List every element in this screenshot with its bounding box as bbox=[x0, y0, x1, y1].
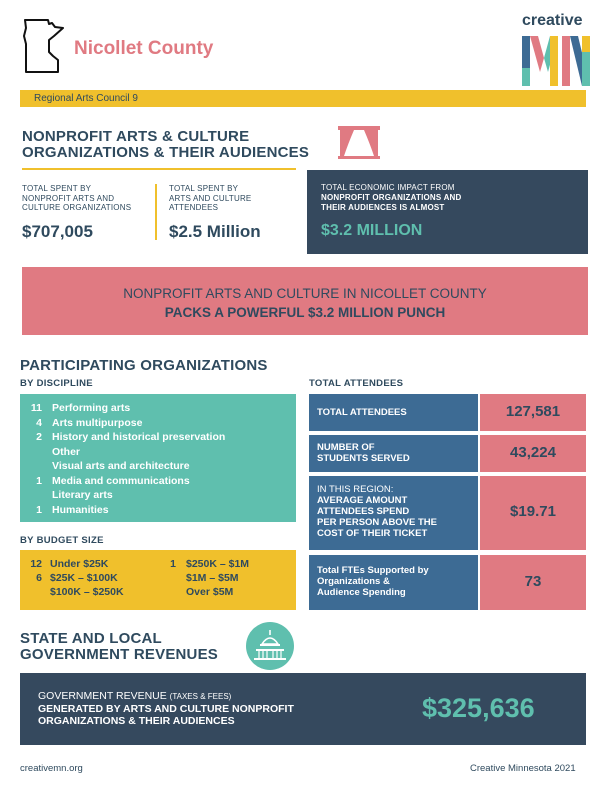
title-line: STATE AND LOCAL bbox=[20, 630, 162, 647]
discipline-name: Literary arts bbox=[52, 489, 113, 501]
list-item bbox=[20, 474, 225, 489]
stat1-label-line: NONPROFIT ARTS AND bbox=[22, 193, 115, 203]
discipline-name: History and historical preservation bbox=[52, 431, 226, 443]
discipline-name: Media and communications bbox=[52, 474, 190, 487]
count: 6 bbox=[36, 572, 42, 584]
list-item bbox=[158, 558, 249, 572]
footer-credit: Creative Minnesota 2021 bbox=[470, 763, 576, 774]
students-value: 43,224 bbox=[510, 444, 556, 461]
economic-impact-box bbox=[307, 170, 588, 254]
punch-line-1: NONPROFIT ARTS AND CULTURE IN NICOLLET COUNTY bbox=[123, 286, 487, 301]
fte-value: 73 bbox=[524, 573, 542, 590]
list-item bbox=[158, 586, 249, 600]
count: 1 bbox=[170, 558, 176, 570]
impact-value: $3.2 MILLION bbox=[321, 222, 423, 239]
list-item bbox=[20, 445, 225, 460]
divider-vertical bbox=[155, 184, 157, 240]
fte-value-box bbox=[480, 555, 586, 610]
list-item bbox=[20, 503, 225, 518]
attendees-value: 127,581 bbox=[505, 403, 561, 420]
by-budget-label: BY BUDGET SIZE bbox=[20, 535, 104, 546]
list-item bbox=[20, 586, 124, 600]
theater-curtain-icon bbox=[338, 126, 380, 162]
students-label-box bbox=[309, 435, 478, 472]
county-name: Nicollet County bbox=[74, 38, 214, 59]
impact-label-line: TOTAL ECONOMIC IMPACT FROM bbox=[321, 183, 455, 192]
stat2-label-line: TOTAL SPENT BY bbox=[169, 184, 239, 193]
per-person-value: $19.71 bbox=[510, 503, 556, 520]
discipline-name: Arts multipurpose bbox=[52, 416, 143, 429]
students-label bbox=[317, 442, 410, 464]
title-line: NONPROFIT ARTS & CULTURE bbox=[22, 128, 250, 145]
stat1-label bbox=[22, 184, 131, 213]
list-item bbox=[20, 459, 225, 474]
stat2-value: $2.5 Million bbox=[169, 222, 261, 241]
government-label-line bbox=[38, 690, 294, 703]
section-title-nonprofit bbox=[22, 129, 309, 161]
by-discipline-label: BY DISCIPLINE bbox=[20, 378, 93, 389]
discipline-name: Visual arts and architecture bbox=[52, 460, 190, 472]
section-title-government bbox=[20, 631, 218, 663]
per-person-value-box bbox=[480, 476, 586, 550]
government-label-paren: (TAXES & FEES) bbox=[169, 692, 232, 701]
title-line: ORGANIZATIONS & THEIR AUDIENCES bbox=[22, 144, 310, 161]
count: 2 bbox=[36, 431, 42, 443]
fte-label-box bbox=[309, 555, 478, 610]
budget-range: $25K – $100K bbox=[50, 572, 118, 584]
impact-label-line: THEIR AUDIENCES IS ALMOST bbox=[321, 203, 445, 212]
budget-range: $250K – $1M bbox=[186, 558, 250, 570]
discipline-list bbox=[20, 401, 225, 517]
minnesota-map-icon bbox=[22, 18, 64, 74]
region-label: Regional Arts Council 9 bbox=[34, 93, 138, 104]
punch-banner bbox=[22, 267, 588, 335]
budget-range: Over $5M bbox=[186, 586, 234, 598]
stat1-label-line: TOTAL SPENT BY bbox=[22, 184, 92, 193]
discipline-name: Humanities bbox=[52, 503, 109, 516]
stat2-label-line: ATTENDEES bbox=[169, 203, 219, 212]
stat2-label bbox=[169, 184, 251, 213]
logo-word-creative: creative bbox=[522, 12, 583, 29]
impact-label-line: NONPROFIT ORGANIZATIONS AND bbox=[321, 193, 462, 202]
attendees-label-box bbox=[309, 394, 478, 431]
government-label bbox=[38, 690, 294, 727]
label-line: IN THIS REGION: bbox=[317, 484, 394, 495]
capitol-building-icon bbox=[246, 622, 294, 670]
stat2-label-line: ARTS AND CULTURE bbox=[169, 193, 252, 203]
label-line: COST OF THEIR TICKET bbox=[317, 528, 428, 539]
creative-mn-logo bbox=[520, 12, 592, 92]
count: 4 bbox=[36, 416, 42, 429]
label-line: Audience Spending bbox=[317, 587, 406, 598]
count: 12 bbox=[30, 558, 42, 570]
label-line: ATTENDEES SPEND bbox=[317, 506, 410, 517]
budget-list-left bbox=[20, 558, 124, 600]
section-title-participating: PARTICIPATING ORGANIZATIONS bbox=[20, 357, 268, 374]
students-value-box bbox=[480, 435, 586, 472]
list-item bbox=[20, 416, 225, 431]
budget-range: Under $25K bbox=[50, 558, 109, 570]
attendees-label: TOTAL ATTENDEES bbox=[317, 407, 407, 418]
budget-list-right bbox=[158, 558, 249, 600]
divider bbox=[22, 168, 296, 170]
label-line: AVERAGE AMOUNT bbox=[317, 495, 408, 506]
footer-website: creativemn.org bbox=[20, 763, 83, 774]
label-line: Organizations & bbox=[317, 576, 390, 587]
government-label-line: ORGANIZATIONS & THEIR AUDIENCES bbox=[38, 715, 235, 727]
attendees-title: TOTAL ATTENDEES bbox=[309, 378, 404, 389]
fte-label bbox=[317, 565, 429, 598]
list-item bbox=[158, 572, 249, 586]
discipline-name: Other bbox=[52, 445, 81, 458]
government-value: $325,636 bbox=[422, 693, 535, 723]
government-label-main: GOVERNMENT REVENUE bbox=[38, 690, 167, 702]
label-line: STUDENTS SERVED bbox=[317, 453, 410, 464]
attendees-value-box bbox=[480, 394, 586, 431]
count: 1 bbox=[36, 503, 42, 516]
label-line: PER PERSON ABOVE THE bbox=[317, 517, 438, 528]
count: 1 bbox=[36, 474, 42, 487]
budget-range: $100K – $250K bbox=[50, 586, 124, 598]
punch-line-2: PACKS A POWERFUL $3.2 MILLION PUNCH bbox=[164, 305, 446, 320]
per-person-label-box bbox=[309, 476, 478, 550]
list-item bbox=[20, 558, 124, 572]
stat1-value: $707,005 bbox=[22, 222, 93, 241]
list-item bbox=[20, 572, 124, 586]
government-revenue-box bbox=[20, 673, 586, 745]
title-line: GOVERNMENT REVENUES bbox=[20, 646, 218, 663]
stat1-label-line: CULTURE ORGANIZATIONS bbox=[22, 203, 132, 212]
list-item bbox=[20, 488, 225, 503]
label-line: NUMBER OF bbox=[317, 442, 375, 453]
government-label-line: GENERATED BY ARTS AND CULTURE NONPROFIT bbox=[38, 703, 294, 715]
budget-range: $1M – $5M bbox=[186, 572, 239, 584]
discipline-name: Performing arts bbox=[52, 402, 131, 414]
per-person-label bbox=[317, 484, 437, 539]
list-item bbox=[20, 401, 225, 416]
label-line: Total FTEs Supported by bbox=[317, 565, 429, 576]
count: 11 bbox=[30, 402, 42, 414]
list-item bbox=[20, 430, 225, 445]
